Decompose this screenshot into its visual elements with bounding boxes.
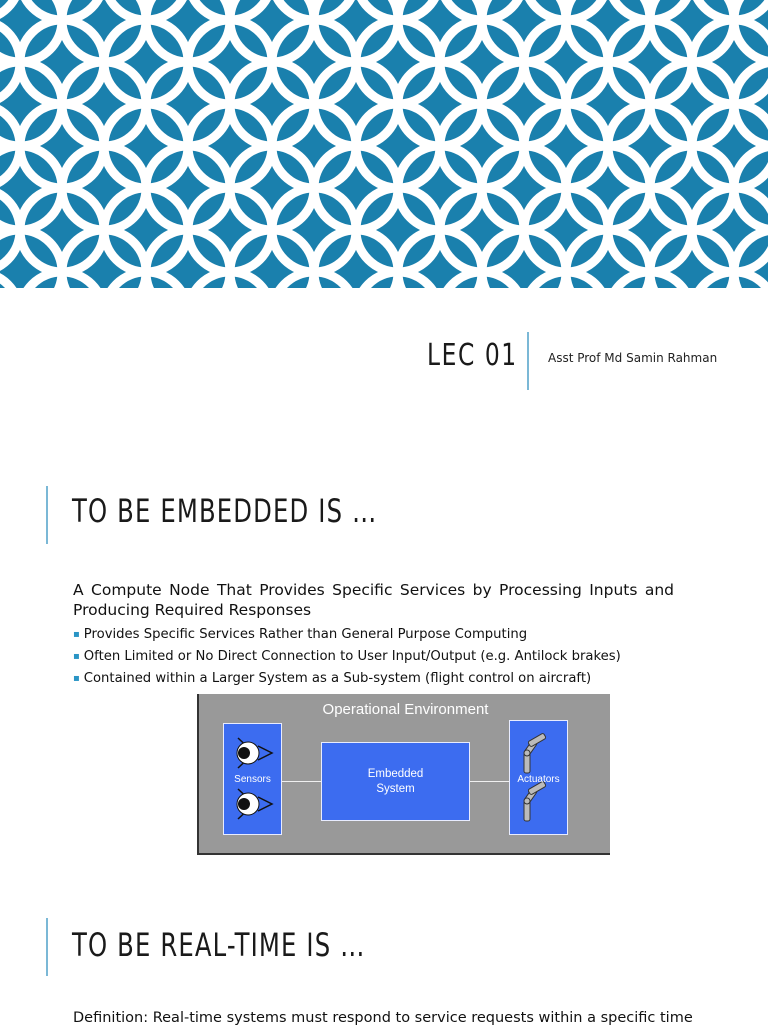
lecture-title: LEC 01 (427, 338, 518, 373)
bullet-icon: ▪ (73, 651, 80, 662)
embedded-system-diagram (197, 694, 610, 855)
section-title-realtime: TO BE REAL-TIME IS … (72, 926, 366, 964)
section-accent-bar (46, 486, 48, 544)
ring-pattern (0, 0, 768, 288)
lecture-header (0, 330, 768, 390)
section-realtime-header (0, 918, 768, 978)
header-divider (527, 332, 529, 390)
section-title-embedded: TO BE EMBEDDED IS … (72, 492, 378, 530)
list-item: ▪ Provides Specific Services Rather than General Purpose Computing (73, 627, 528, 642)
robot-arm-icon (523, 733, 546, 773)
embedded-lead-text: A Compute Node That Provides Specific Services by Processing Inputs and Producing Required Responses (73, 581, 674, 619)
list-item: ▪ Often Limited or No Direct Connection to User Input/Output (e.g. Antilock brakes) (73, 649, 621, 664)
bullet-icon: ▪ (73, 629, 80, 640)
decorative-banner (0, 0, 768, 288)
sensors-label: Sensors (234, 774, 271, 785)
section-accent-bar (46, 918, 48, 976)
sensors-box (223, 723, 282, 835)
eye-icon (237, 738, 272, 768)
bullet-icon: ▪ (73, 673, 80, 684)
author-name: Asst Prof Md Samin Rahman (548, 351, 718, 365)
embedded-system-box (321, 742, 470, 821)
actuators-label: Actuators (517, 774, 560, 785)
environment-label: Operational Environment (322, 701, 489, 718)
eye-icon (237, 789, 272, 819)
realtime-definition: Definition: Real-time systems must respond to service requests within a specific time (73, 1010, 693, 1026)
section-embedded-header (0, 484, 768, 544)
actuators-box (509, 720, 568, 835)
embedded-bullet-list (73, 624, 621, 690)
embedded-label: Embedded System (367, 767, 424, 795)
list-item: ▪ Contained within a Larger System as a Sub-system (flight control on aircraft) (73, 671, 592, 686)
sensor-connector (282, 781, 321, 782)
actuator-connector (470, 781, 509, 782)
robot-arm-icon (523, 781, 546, 821)
